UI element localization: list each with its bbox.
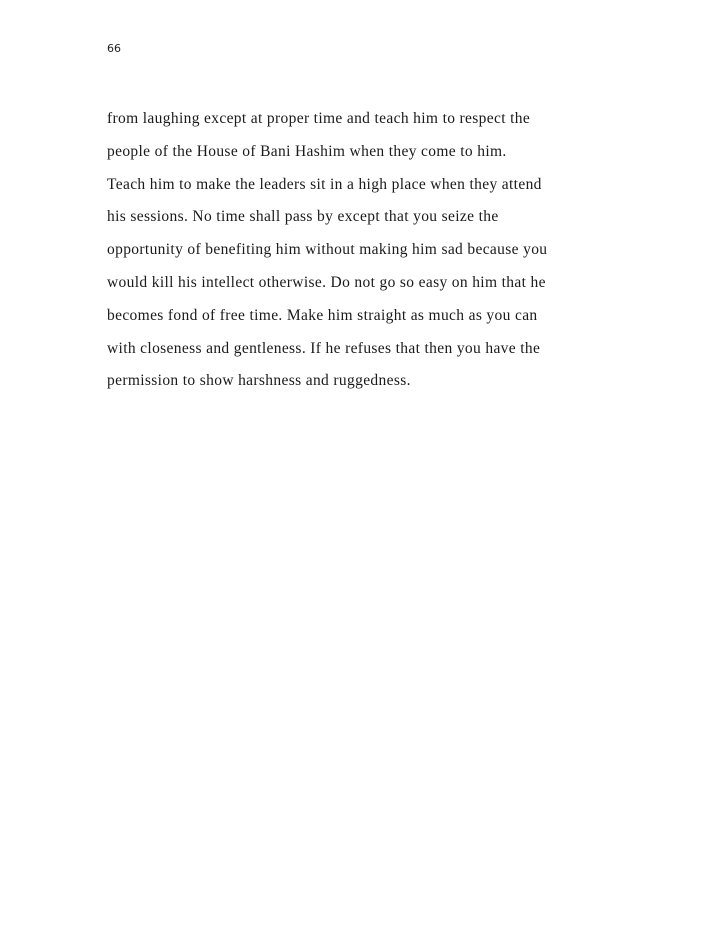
text-line: Teach him to make the leaders sit in a high place when they attend	[107, 175, 542, 193]
page-number: 66	[107, 42, 121, 55]
text-line: with closeness and gentleness. If he refuses that then you have the	[107, 339, 541, 357]
text-line: from laughing except at proper time and teach him to respect the	[107, 110, 531, 127]
text-line: permission to show harshness and ruggedness.	[107, 372, 411, 390]
body-paragraph	[107, 103, 627, 398]
text-line: becomes fond of free time. Make him straight as much as you can	[107, 306, 538, 324]
text-line: his sessions. No time shall pass by except that you seize the	[107, 208, 499, 226]
text-line: opportunity of benefiting him without making him sad because you	[107, 241, 548, 259]
text-line: would kill his intellect otherwise. Do not go so easy on him that he	[107, 273, 546, 291]
text-line: people of the House of Bani Hashim when they come to him.	[107, 142, 507, 160]
